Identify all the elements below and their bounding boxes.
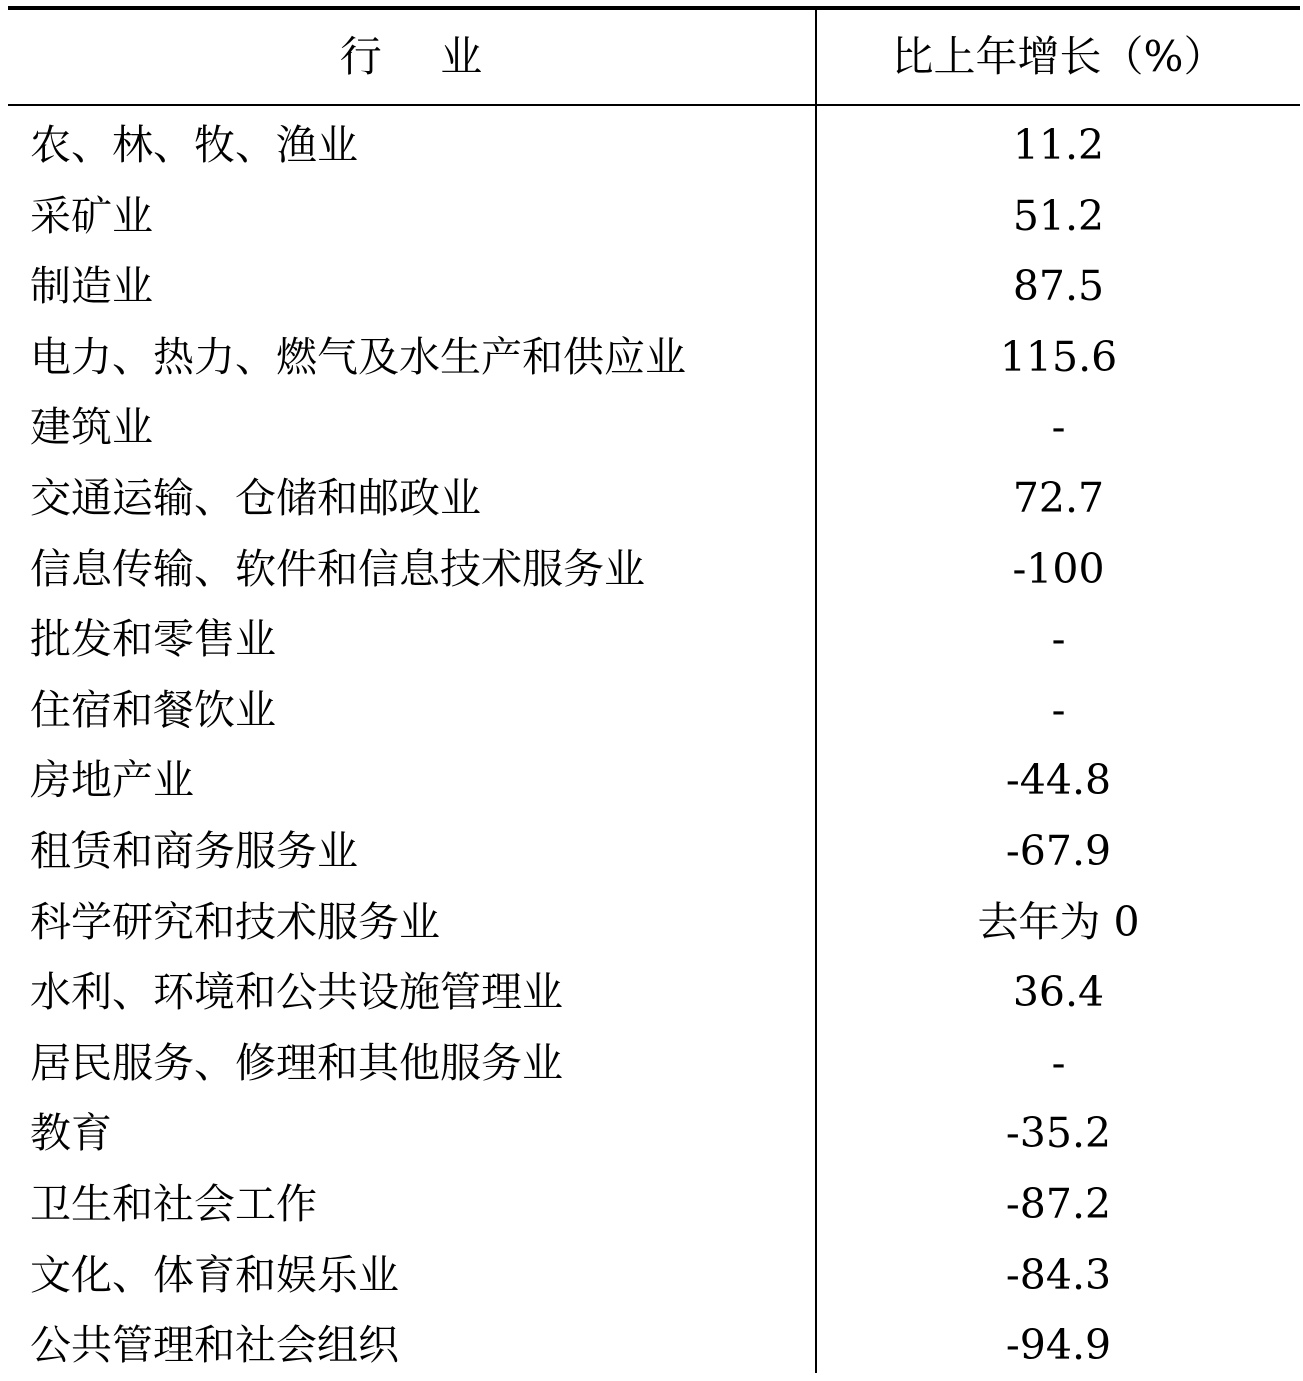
growth-value: - [1051,1038,1066,1087]
industry-name: 交通运输、仓储和邮政业 [30,473,481,522]
header-growth: 比上年增长（%） [891,32,1226,81]
industry-name: 制造业 [30,262,153,311]
table-row [8,534,1300,605]
industry-name: 信息传输、软件和信息技术服务业 [30,544,645,593]
growth-value: 11.2 [1012,121,1105,169]
industry-name: 农、林、牧、渔业 [30,121,358,169]
table-row [8,322,1300,393]
table-row [8,1169,1300,1240]
table-body [8,110,1300,1381]
table-row [8,604,1300,675]
table-row [8,957,1300,1028]
growth-value: -94.9 [1005,1321,1112,1370]
industry-name: 住宿和餐饮业 [30,685,276,734]
table-row [8,110,1300,181]
industry-name: 房地产业 [30,756,194,805]
industry-name: 科学研究和技术服务业 [30,897,440,946]
industry-name: 批发和零售业 [30,615,276,664]
table-row [8,1240,1300,1311]
growth-value: 51.2 [1012,191,1105,240]
growth-value: 87.5 [1012,262,1105,311]
industry-name: 公共管理和社会组织 [30,1321,399,1370]
growth-value: 36.4 [1012,968,1105,1017]
table-row [8,675,1300,746]
table-row [8,816,1300,887]
growth-value: 72.7 [1012,473,1105,522]
industry-growth-table [8,6,1300,1373]
growth-value: -44.8 [1005,756,1112,805]
table-row [8,251,1300,322]
header-industry: 行 业 [339,32,484,81]
growth-value: -67.9 [1005,826,1112,875]
table-row [8,1028,1300,1099]
industry-name: 文化、体育和娱乐业 [30,1250,399,1299]
table-row [8,463,1300,534]
growth-value: - [1051,403,1066,452]
growth-value: -84.3 [1005,1250,1112,1299]
industry-name: 建筑业 [30,403,153,452]
growth-value: -35.2 [1005,1109,1112,1158]
table-row [8,1310,1300,1381]
table-row [8,745,1300,816]
industry-name: 教育 [30,1109,112,1158]
growth-value: 去年为 0 [977,897,1140,946]
header-rule [8,104,1300,106]
industry-name: 租赁和商务服务业 [30,826,358,875]
industry-name: 水利、环境和公共设施管理业 [30,968,563,1017]
growth-value: 115.6 [999,332,1118,381]
growth-value: - [1051,615,1066,664]
industry-name: 居民服务、修理和其他服务业 [30,1038,563,1087]
growth-value: -100 [1012,544,1105,593]
table-row [8,181,1300,252]
table-row [8,392,1300,463]
growth-value: -87.2 [1005,1179,1112,1228]
industry-name: 采矿业 [30,191,153,240]
industry-name: 卫生和社会工作 [30,1179,317,1228]
table-header-row [8,10,1300,104]
table-row [8,887,1300,958]
table-row [8,1098,1300,1169]
industry-name: 电力、热力、燃气及水生产和供应业 [30,332,686,381]
growth-value: - [1051,685,1066,734]
